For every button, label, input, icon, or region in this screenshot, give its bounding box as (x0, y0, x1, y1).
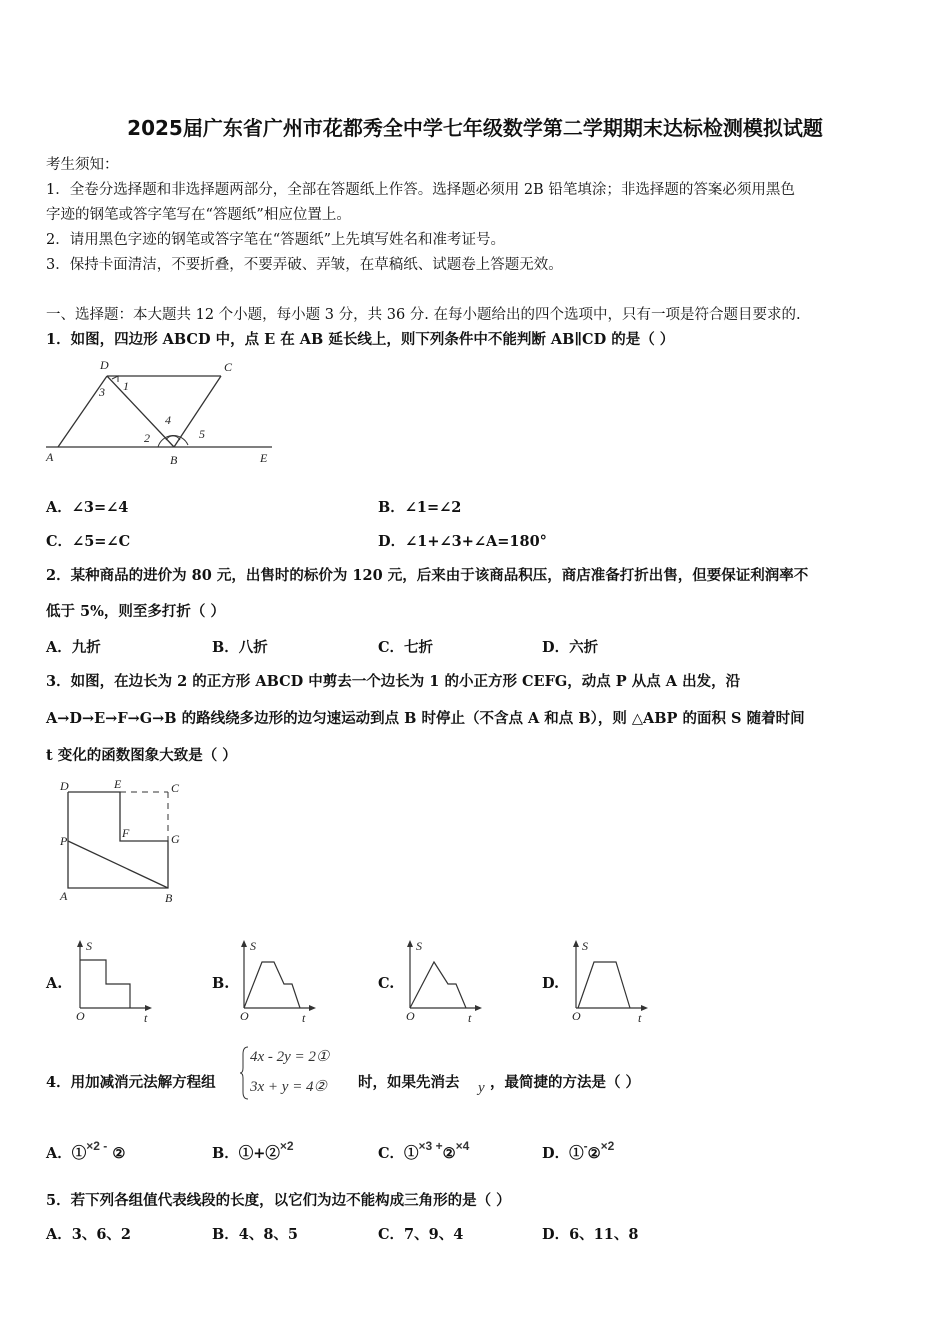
q4-option-a-label: A．① (46, 1145, 87, 1162)
q1-fig-label-a: A (46, 450, 54, 464)
q1-fig-angle-5: 5 (199, 427, 205, 441)
q3-stem-line-3: t 变化的函数图象大致是（ ） (46, 747, 237, 764)
q3-fig-label-d: D (60, 779, 69, 793)
q5-option-c[interactable]: C．7、9、4 (378, 1226, 464, 1243)
q5-option-b[interactable]: B．4、8、5 (212, 1226, 299, 1243)
q4-stem-before: 4．用加减消元法解方程组 (46, 1074, 216, 1091)
q3-stem-line-2: A→D→E→F→G→B 的路线绕多边形的边匀速运动到点 B 时停止（不含点 A 和点 B），则 △ABP 的面积 S 随着时间 (46, 710, 805, 727)
q2-option-c[interactable]: C．七折 (378, 639, 434, 656)
q4-stem-mid: 时，如果先消去 (358, 1074, 460, 1091)
q1-fig-label-d: D (100, 358, 109, 372)
q1-option-c[interactable]: C．∠5=∠C (46, 533, 131, 550)
q4-variable-y: y (478, 1080, 485, 1096)
q3-graph-a-t: t (144, 1011, 148, 1025)
q2-option-a[interactable]: A．九折 (46, 639, 101, 656)
notice-item-3: 3．保持卡面清洁，不要折叠，不要弄破、弄皱，在草稿纸、试题卷上答题无效。 (46, 257, 563, 273)
q4-option-d-mid: ② (587, 1145, 601, 1162)
q3-graph-c-o: O (406, 1009, 415, 1023)
q1-fig-label-e: E (260, 451, 268, 465)
q3-graph-a-o: O (76, 1009, 85, 1023)
q3-option-d[interactable]: D. (542, 975, 560, 992)
q3-fig-label-a: A (60, 889, 68, 903)
q4-option-c-label: C．① (378, 1145, 419, 1162)
notice-heading: 考生须知： (46, 157, 119, 173)
q2-option-d[interactable]: D．六折 (542, 639, 599, 656)
q1-figure (46, 354, 286, 469)
q4-option-d-op: - (583, 1139, 588, 1153)
q4-option-c[interactable] (378, 1139, 470, 1163)
q3-graph-b[interactable] (232, 938, 322, 1023)
q1-fig-angle-4: 4 (165, 413, 171, 427)
q4-option-c-mid: ② (442, 1145, 456, 1162)
q4-option-a-sup: ×2 - (86, 1139, 108, 1153)
q3-graph-d[interactable] (564, 938, 654, 1023)
q3-graph-b-o: O (240, 1009, 249, 1023)
q4-brace (240, 1046, 250, 1100)
q5-stem: 5．若下列各组值代表线段的长度，以它们为边不能构成三角形的是（ ） (46, 1192, 511, 1209)
q3-fig-label-b: B (165, 891, 173, 905)
q3-option-a[interactable]: A. (46, 975, 63, 992)
page-title: 2025届广东省广州市花都秀全中学七年级数学第二学期期末达标检测模拟试题 (127, 116, 823, 140)
section-heading: 一、选择题：本大题共 12 个小题，每小题 3 分，共 36 分. 在每小题给出的四个选项中，只有一项是符合题目要求的. (46, 307, 801, 323)
q3-fig-label-e: E (114, 777, 122, 791)
q3-stem-line-1: 3．如图，在边长为 2 的正方形 ABCD 中剪去一个边长为 1 的小正方形 CEFG，动点 P 从点 A 出发，沿 (46, 673, 741, 690)
q1-option-d[interactable]: D．∠1+∠3+∠A=180° (378, 533, 547, 550)
q5-option-a[interactable]: A．3、6、2 (46, 1226, 132, 1243)
q3-fig-label-c: C (171, 781, 180, 795)
q2-stem-line-2: 低于 5%，则至多打折（ ） (46, 603, 225, 620)
q4-option-d-sup: ×2 (600, 1139, 615, 1153)
q3-graph-d-t: t (638, 1011, 642, 1025)
q3-graph-b-t: t (302, 1011, 306, 1025)
q4-equation-1: 4x - 2y = 2① (250, 1049, 330, 1065)
q3-graph-a-s: S (86, 939, 92, 953)
q4-option-c-sup2: ×4 (455, 1139, 470, 1153)
q4-option-b-sup: ×2 (279, 1139, 294, 1153)
notice-item-2: 2．请用黑色字迹的钢笔或答字笔在“答题纸”上先填写姓名和准考证号。 (46, 232, 506, 248)
q4-option-d-label: D．① (542, 1145, 584, 1162)
q3-fig-label-p: P (60, 834, 68, 848)
q1-fig-label-c: C (224, 360, 233, 374)
q1-option-b[interactable]: B．∠1=∠2 (378, 499, 462, 516)
notice-item-1-line-2: 字迹的钢笔或答字笔写在“答题纸”相应位置上。 (46, 207, 351, 223)
q4-option-b-label: B．①+② (212, 1145, 280, 1162)
q2-stem-line-1: 2．某种商品的进价为 80 元，出售时的标价为 120 元，后来由于该商品积压，商店准备打折出售，但要保证利润率不 (46, 567, 809, 584)
q4-stem-after: ，最简捷的方法是（ ） (490, 1074, 641, 1091)
q5-option-d[interactable]: D．6、11、8 (542, 1226, 639, 1243)
q3-graph-d-s: S (582, 939, 588, 953)
q3-graph-c-t: t (468, 1011, 472, 1025)
q4-option-b[interactable] (212, 1139, 294, 1163)
q3-graph-c[interactable] (398, 938, 488, 1023)
q4-option-a[interactable] (46, 1139, 126, 1163)
q1-stem: 1．如图，四边形 ABCD 中，点 E 在 AB 延长线上，则下列条件中不能判断 AB∥CD 的是（ ） (46, 331, 675, 348)
q3-graph-b-s: S (250, 939, 256, 953)
q3-figure (58, 776, 188, 906)
q4-option-c-sup: ×3 + (418, 1139, 443, 1153)
q2-option-b[interactable]: B．八折 (212, 639, 268, 656)
q3-option-c[interactable]: C. (378, 975, 395, 992)
q1-fig-angle-1: 1 (123, 379, 129, 393)
q1-option-a[interactable]: A．∠3=∠4 (46, 499, 129, 516)
q1-fig-label-b: B (170, 453, 178, 467)
q3-fig-label-g: G (171, 832, 180, 846)
q1-fig-angle-2: 2 (144, 431, 150, 445)
q1-fig-angle-3: 3 (99, 385, 105, 399)
q4-option-d[interactable] (542, 1139, 615, 1163)
q4-equation-2: 3x + y = 4② (250, 1079, 328, 1095)
q3-fig-label-f: F (122, 826, 130, 840)
q3-graph-d-o: O (572, 1009, 581, 1023)
notice-item-1-line-1: 1．全卷分选择题和非选择题两部分，全部在答题纸上作答。选择题必须用 2B 铅笔填涂；非选择题的答案必须用黑色 (46, 182, 795, 198)
q4-option-a-tail: ② (112, 1145, 126, 1162)
q3-graph-a[interactable] (68, 938, 158, 1023)
q3-option-b[interactable]: B. (212, 975, 230, 992)
q3-graph-c-s: S (416, 939, 422, 953)
